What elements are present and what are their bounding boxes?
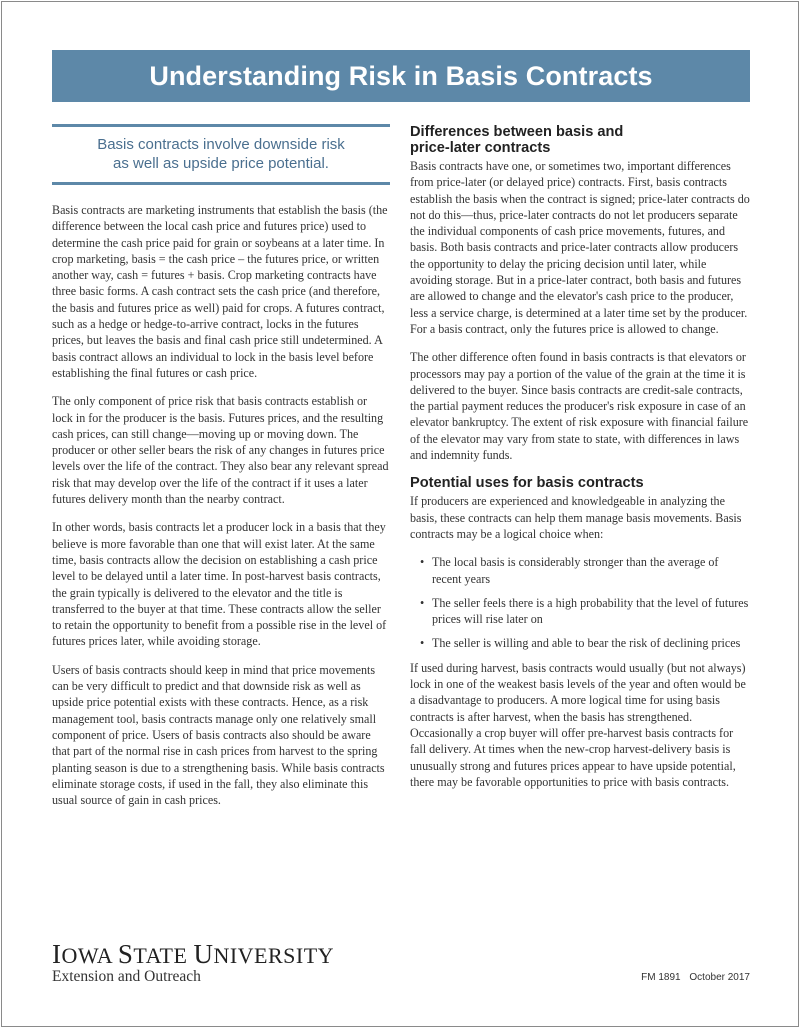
list-item <box>410 554 750 587</box>
callout-line-2: as well as upside price potential. <box>113 155 329 172</box>
section-heading-line-2: price-later contracts <box>410 140 551 156</box>
doc-number: FM 1891 <box>641 972 681 983</box>
left-paragraph-3: In other words, basis contracts let a producer lock in a basis that they believe is more favorable than one that will exist later. At the same time, basis contracts allow the decision on establishing a cash price level to be delayed until a later time. In post-harvest basis contracts, the grain typically is delivered to the elevator and the title is transferred to the buyer at that time. These contracts allow the seller to retain the opportunity to benefit from a possible rise in the level of futures prices later, while avoiding storage. <box>52 520 387 649</box>
university-name: IOWA STATE UNIVERSITY <box>52 939 335 969</box>
callout-box <box>52 124 390 185</box>
right-paragraph-1: Basis contracts have one, or sometimes two, important differences from price-later (or delayed price) contracts. First, basis contracts establish the basis when the contract is signed; price-later contracts do not do this—thus, price-later contracts do not let producers separate the individual components of cash price movements, futures, and basis. Both basis contracts and price-later contracts allow producers the opportunity to delay the pricing decision until later, while avoiding storage. But in a price-later contract, both basis and futures are allowed to change and the elevator's cash price to the producer, less a service charge, is determined at a later time set by the producer. For a basis contract, only the futures price is allowed to change. <box>410 159 750 336</box>
right-paragraph-2: The other difference often found in basis contracts is that elevators or processors may pay a portion of the value of the grain at the time it is delivered to the buyer. Since basis contracts are credit-sale contracts, the partial payment reduces the producer's risk exposure in case of an elevator bankruptcy. The extent of risk exposure with financial failure of the elevator may vary from state to state, with differences in laws and indemnity funds. <box>410 350 749 463</box>
publication-id <box>635 972 750 983</box>
left-paragraph-1: Basis contracts are marketing instruments that establish the basis (the difference between the local cash price and futures price) used to determine the cash price paid for grain or soybeans at a later time. In crop marketing, basis = the cash price – the futures price, or written another way, cash = futures + basis. Crop marketing contracts have three basic forms. A cash contract sets the cash price (and therefore, the basis and futures price as well) paid for crops. A futures contract, such as a hedge or hedge-to-arrive contract, locks in the futures prices, but leaves the basis and final cash price still undetermined. A basis contract allows an individual to lock in the basis level before establishing the final futures or cash price. <box>52 203 388 380</box>
uses-bullet-list <box>410 554 750 651</box>
left-column <box>52 124 390 820</box>
left-paragraph-2: The only component of price risk that basis contracts establish or lock in for the producer is the basis. Futures prices, and the resulting cash prices, can still change—moving up or moving down. The producer or other seller bears the risk of any changes in futures price levels over the life of the contract. They also bear any relevant spread risk that may develop over the life of the contract if it uses a later futures delivery month than the nearby contract. <box>52 394 389 507</box>
section-heading-differences <box>410 124 750 156</box>
list-item-text: The local basis is considerably stronger than the average of recent years <box>432 555 719 586</box>
publication-date: October 2017 <box>689 972 750 983</box>
uses-intro-paragraph: If producers are experienced and knowledgeable in analyzing the basis, these contracts can help them manage basis movements. Basis contracts may be a logical choice when: <box>410 494 742 541</box>
right-column <box>410 124 750 802</box>
list-item-text: The seller feels there is a high probability that the level of futures prices will rise later on <box>432 595 749 627</box>
document-page <box>1 1 799 1027</box>
uses-closing-paragraph: If used during harvest, basis contracts would usually (but not always) lock in one of the weakest basis levels of the year and often would be a disadvantage to producers. A more logical time for using basis contracts is after harvest, when the basis has strengthened. Occasionally a crop buyer will offer pre-harvest basis contracts for fall delivery. At times when the new-crop harvest-delivery basis is unusually strong and futures prices appear to have upside potential, there may be favorable opportunities to price with basis contracts. <box>410 660 746 789</box>
bullet-glyph: • <box>420 555 425 570</box>
page-title: Understanding Risk in Basis Contracts <box>149 60 653 91</box>
bullet-glyph: • <box>420 636 425 651</box>
title-banner <box>52 50 750 102</box>
left-paragraph-4: Users of basis contracts should keep in mind that price movements can be very difficult to predict and that downside risk as well as upside price potential exists with these contracts. Hence, as a risk management tool, basis contracts manage only one relatively small component of price. Users of basis contracts also should be aware that part of the normal rise in cash prices from harvest to the spring planting season is due to a strengthening basis. While basis contracts eliminate storage costs, if used in the fall, they also eliminate this usual source of gain in cash prices. <box>52 662 385 808</box>
list-item <box>410 635 750 651</box>
university-logo <box>52 939 335 986</box>
bullet-glyph: • <box>420 595 425 610</box>
section-heading-line-1: Differences between basis and <box>410 124 624 140</box>
list-item-text: The seller is willing and able to bear the risk of declining prices <box>432 636 741 651</box>
extension-outreach-label: Extension and Outreach <box>52 968 201 985</box>
list-item <box>410 595 750 628</box>
section-heading-potential-uses: Potential uses for basis contracts <box>410 475 644 492</box>
callout-line-1: Basis contracts involve downside risk <box>97 136 345 153</box>
